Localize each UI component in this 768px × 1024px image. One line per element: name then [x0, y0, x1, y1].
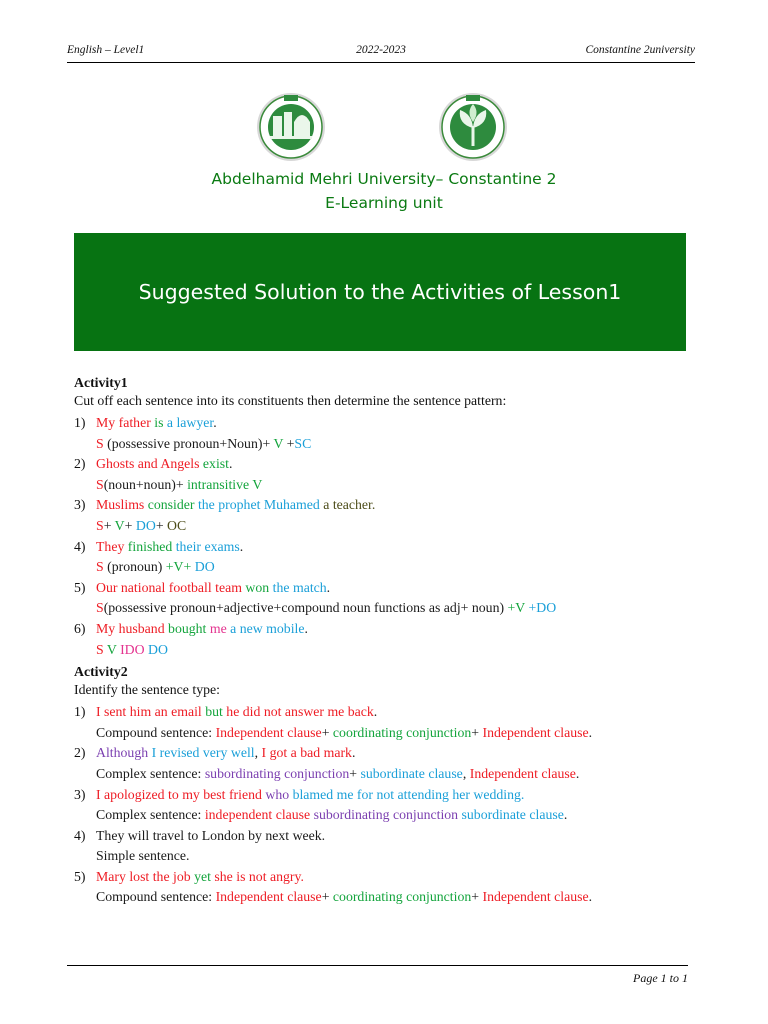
- sentence-analysis: [96, 475, 714, 496]
- text-segment: Independent clause: [482, 889, 589, 905]
- activity1-instruction: Cut off each sentence into its constituents then determine the sentence pattern:: [74, 393, 507, 408]
- text-segment: (noun+noun)+: [103, 476, 188, 492]
- list-item: [74, 578, 714, 619]
- title-banner: [74, 233, 686, 351]
- text-segment: SC: [294, 435, 312, 451]
- header-university: Constantine 2university: [585, 44, 695, 56]
- example-sentence: [96, 454, 714, 475]
- text-segment: S: [96, 559, 104, 575]
- example-sentence: [96, 495, 714, 516]
- text-segment: +: [103, 517, 115, 533]
- text-segment: +: [124, 517, 136, 533]
- text-segment: .: [304, 620, 308, 636]
- text-segment: +: [155, 517, 168, 533]
- text-segment: .: [213, 415, 217, 430]
- item-number: 4): [74, 538, 86, 554]
- text-segment: ,: [254, 745, 262, 761]
- sentence-analysis: [96, 557, 714, 578]
- text-segment: ,: [462, 765, 470, 781]
- text-segment: is: [150, 415, 167, 430]
- text-segment: They will travel to London by next week.: [96, 827, 326, 843]
- activity2-instruction: Identify the sentence type:: [74, 682, 220, 698]
- text-segment: their exams: [175, 538, 240, 554]
- text-segment: the match: [272, 579, 327, 595]
- text-segment: .: [351, 745, 356, 761]
- example-sentence: [96, 743, 714, 764]
- page-header: [67, 44, 695, 60]
- list-item: [74, 785, 714, 826]
- item-number: 2): [74, 456, 86, 472]
- text-segment: intransitive V: [187, 476, 263, 492]
- text-segment: Complex sentence:: [96, 765, 205, 781]
- sentence-analysis: [96, 887, 714, 908]
- activity1-title: Activity1: [74, 375, 128, 390]
- text-segment: +DO: [525, 600, 557, 616]
- text-segment: the prophet Muhamed: [197, 497, 320, 513]
- activity1-list: [74, 413, 714, 660]
- text-segment: .: [229, 456, 233, 472]
- text-segment: me: [209, 620, 227, 636]
- sentence-analysis: [96, 434, 714, 455]
- list-item: [74, 867, 714, 908]
- text-segment: (possessive pronoun+adjective+compound noun functions as adj+ noun): [103, 600, 508, 616]
- text-segment: My husband: [96, 620, 165, 636]
- text-segment: consider: [144, 497, 198, 513]
- text-segment: .: [239, 538, 244, 554]
- text-segment: +: [283, 435, 295, 451]
- text-segment: but: [201, 704, 223, 720]
- text-segment: +: [321, 724, 333, 740]
- example-sentence: [96, 826, 714, 847]
- sentence-analysis: [96, 846, 714, 867]
- text-segment: .: [575, 765, 580, 781]
- sentence-analysis: [96, 723, 714, 744]
- text-segment: I got a bad mark: [261, 745, 352, 761]
- text-segment: who: [261, 786, 290, 802]
- header-rule: [67, 62, 695, 63]
- text-segment: finished: [124, 538, 176, 554]
- sentence-analysis: [96, 598, 714, 619]
- text-segment: Our national football team: [96, 579, 242, 595]
- text-segment: (possessive pronoun+Noun)+: [103, 435, 274, 451]
- sentence-analysis: [96, 764, 714, 785]
- footer-rule: [67, 965, 688, 966]
- page-number: Page 1 to 1: [633, 971, 688, 985]
- text-segment: a teacher.: [319, 497, 376, 513]
- text-segment: IDO: [120, 641, 145, 657]
- activity2-section: [74, 663, 714, 908]
- text-segment: V: [103, 641, 121, 657]
- document-title: Suggested Solution to the Activities of Lesson1: [138, 280, 622, 304]
- text-segment: independent clause: [204, 807, 311, 823]
- text-segment: Independent clause: [215, 724, 322, 740]
- text-segment: yet: [190, 868, 211, 884]
- list-item: [74, 702, 714, 743]
- item-number: 1): [74, 704, 86, 720]
- activity2-title: Activity2: [74, 664, 128, 680]
- list-item: [74, 495, 714, 536]
- text-segment: S: [96, 435, 104, 451]
- text-segment: Compound sentence:: [96, 724, 216, 740]
- sentence-analysis: [96, 516, 714, 537]
- example-sentence: [96, 537, 714, 558]
- text-segment: I sent him an email: [96, 704, 202, 720]
- text-segment: V: [273, 435, 284, 451]
- text-segment: a new mobile: [226, 620, 305, 636]
- text-segment: Muslims: [96, 497, 145, 513]
- text-segment: blamed me for not attending her wedding.: [289, 786, 525, 802]
- example-sentence: [96, 578, 714, 599]
- list-item: [74, 826, 714, 867]
- list-item: [74, 743, 714, 784]
- text-segment: .: [588, 889, 593, 905]
- text-segment: Independent clause: [482, 724, 589, 740]
- text-segment: +: [321, 889, 333, 905]
- item-number: 5): [74, 868, 86, 884]
- text-segment: bought: [164, 620, 210, 636]
- text-segment: .: [563, 807, 568, 823]
- text-segment: won: [241, 579, 273, 595]
- list-item: [74, 619, 714, 660]
- item-number: 3): [74, 497, 86, 513]
- university-seal-left-logo: [256, 92, 326, 162]
- text-segment: OC: [167, 517, 187, 533]
- text-segment: coordinating conjunction: [332, 889, 472, 905]
- text-segment: she is not angry.: [210, 868, 304, 884]
- text-segment: DO: [144, 641, 168, 657]
- text-segment: a lawyer: [166, 415, 214, 430]
- activity2-list: [74, 702, 714, 908]
- text-segment: subordinating conjunction: [310, 807, 459, 823]
- text-segment: +V: [507, 600, 526, 616]
- example-sentence: [96, 413, 714, 434]
- text-segment: DO: [191, 559, 215, 575]
- text-segment: +: [349, 765, 361, 781]
- text-segment: I apologized to my best friend: [96, 786, 262, 802]
- text-segment: he did not answer me back: [222, 704, 374, 720]
- text-segment: subordinate clause: [458, 807, 564, 823]
- text-segment: They: [96, 538, 125, 554]
- example-sentence: [96, 619, 714, 640]
- text-segment: Independent clause: [215, 889, 322, 905]
- list-item: [74, 537, 714, 578]
- text-segment: .: [326, 579, 331, 595]
- item-number: 3): [74, 786, 86, 802]
- item-number: 6): [74, 620, 86, 636]
- text-segment: S: [96, 641, 104, 657]
- text-segment: .: [588, 724, 593, 740]
- header-course: English – Level1: [67, 44, 145, 56]
- header-year: 2022-2023: [356, 44, 406, 56]
- text-segment: Simple sentence.: [96, 848, 190, 864]
- item-number: 1): [74, 415, 86, 430]
- text-segment: V: [114, 517, 125, 533]
- text-segment: +: [471, 889, 483, 905]
- text-segment: DO: [135, 517, 156, 533]
- text-segment: subordinating conjunction: [204, 765, 350, 781]
- sentence-analysis: [96, 640, 714, 661]
- text-segment: Mary lost the job: [96, 868, 191, 884]
- text-segment: I revised very well: [148, 745, 255, 761]
- text-segment: S: [96, 600, 104, 616]
- text-segment: coordinating conjunction: [332, 724, 472, 740]
- document-body: [74, 374, 714, 908]
- text-segment: S: [96, 517, 104, 533]
- text-segment: Ghosts and Angels: [96, 456, 200, 472]
- text-segment: exist: [199, 456, 229, 472]
- example-sentence: [96, 867, 714, 888]
- university-name: Abdelhamid Mehri University– Constantine 2: [211, 170, 557, 188]
- text-segment: Although: [96, 745, 149, 761]
- text-segment: +V+: [165, 559, 192, 575]
- example-sentence: [96, 785, 714, 806]
- item-number: 4): [74, 827, 86, 843]
- text-segment: .: [373, 704, 378, 720]
- text-segment: subordinate clause: [360, 765, 463, 781]
- text-segment: +: [471, 724, 483, 740]
- text-segment: S: [96, 476, 104, 492]
- unit-name: E-Learning unit: [325, 194, 443, 212]
- university-seal-right-logo: [438, 92, 508, 162]
- text-segment: Independent clause: [469, 765, 576, 781]
- text-segment: Complex sentence:: [96, 807, 205, 823]
- sentence-analysis: [96, 805, 714, 826]
- example-sentence: [96, 702, 714, 723]
- item-number: 2): [74, 745, 86, 761]
- text-segment: (pronoun): [103, 559, 166, 575]
- text-segment: Compound sentence:: [96, 889, 216, 905]
- text-segment: My father: [96, 415, 151, 430]
- item-number: 5): [74, 579, 86, 595]
- list-item: [74, 413, 714, 454]
- activity1-section: [74, 374, 714, 660]
- list-item: [74, 454, 714, 495]
